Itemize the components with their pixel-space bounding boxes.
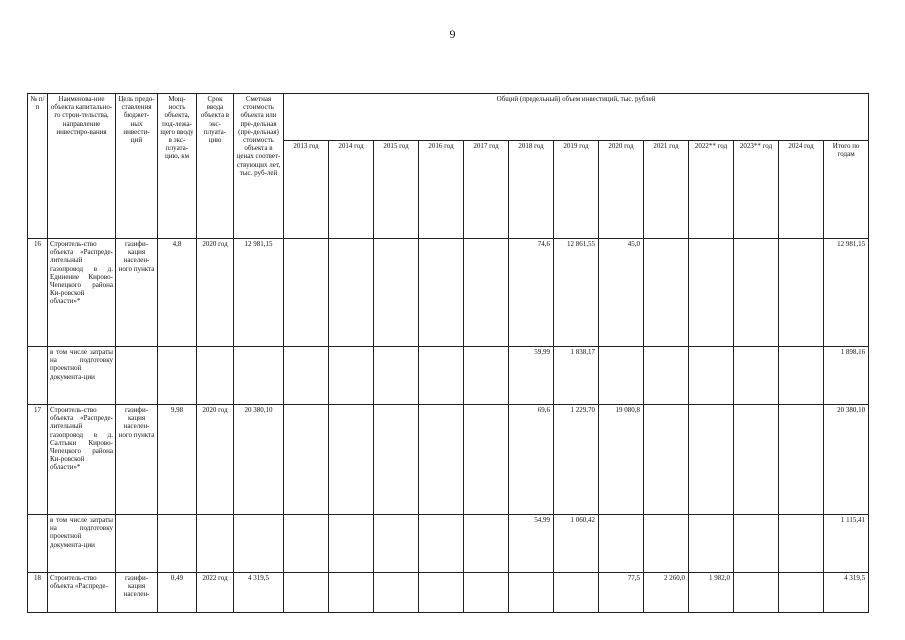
header-total-investment: Общий (предельный) объем инвестиций, тыс. рублей (284, 94, 869, 141)
header-year: 2021 год (644, 141, 689, 239)
row-total: 12 981,15 (824, 239, 869, 347)
year-value (419, 239, 464, 347)
year-value (329, 573, 374, 613)
year-value: 69,6 (509, 405, 554, 515)
year-value: 45,0 (599, 239, 644, 347)
year-value: 1 838,17 (554, 347, 599, 405)
year-value: 1 229,70 (554, 405, 599, 515)
row-number: 16 (28, 239, 48, 347)
year-value (419, 515, 464, 573)
header-year: 2014 год (329, 141, 374, 239)
investment-goal (116, 347, 158, 405)
year-value (419, 347, 464, 405)
year-value (779, 573, 824, 613)
table-row (28, 239, 869, 347)
header-year: 2017 год (464, 141, 509, 239)
year-value (464, 347, 509, 405)
header-year: 2022** год (689, 141, 734, 239)
row-number (28, 515, 48, 573)
investment-goal: газифи-кация населен-ного пункта (116, 239, 158, 347)
year-value (329, 239, 374, 347)
header-commission: Срок ввода объекта в экс-плуата-цию (197, 94, 234, 239)
header-goal: Цель предо-ставления бюджет-ных инвести-ций (116, 94, 158, 239)
header-year: 2023** год (734, 141, 779, 239)
header-year: 2015 год (374, 141, 419, 239)
year-value: 12 861,55 (554, 239, 599, 347)
year-value (284, 347, 329, 405)
header-year: 2024 год (779, 141, 824, 239)
year-value: 74,6 (509, 239, 554, 347)
commission-date: 2020 год (197, 405, 234, 515)
year-value: 2 260,0 (644, 573, 689, 613)
year-value (464, 405, 509, 515)
year-value (734, 239, 779, 347)
estimated-cost (234, 515, 284, 573)
year-value: 1 060,42 (554, 515, 599, 573)
capacity (158, 347, 197, 405)
row-number: 17 (28, 405, 48, 515)
year-value (329, 405, 374, 515)
capacity: 9,98 (158, 405, 197, 515)
header-capacity: Мощ-ность объекта, под-лежа-щего вводу в экс-плуата-цию, км (158, 94, 197, 239)
table-row (28, 405, 869, 515)
object-name: Строитель-ство объекта «Распреде-лительный газопровод в д. Единение Кирово-Чепецкого района Ки-ровской области»* (48, 239, 116, 347)
header-cost: Сметная стоимость объекта или пре-дельная (пре-дельная) стоимость объекта в ценах соответ-ствующих лет, тыс. руб-лей (234, 94, 284, 239)
row-number: 18 (28, 573, 48, 613)
estimated-cost (234, 347, 284, 405)
table-row (28, 515, 869, 573)
row-total: 1 898,16 (824, 347, 869, 405)
year-value (329, 347, 374, 405)
year-value: 1 982,0 (689, 573, 734, 613)
object-name: в том числе затраты на подготовку проектной документа-ции (48, 515, 116, 573)
year-value (734, 347, 779, 405)
year-value (689, 239, 734, 347)
capacity: 4,8 (158, 239, 197, 347)
year-value (779, 405, 824, 515)
year-value (374, 405, 419, 515)
row-number (28, 347, 48, 405)
year-value (284, 405, 329, 515)
header-name: Наименова-ние объекта капитально-го строи-тельства, направление инвестиро-вания (48, 94, 116, 239)
header-number: № п/п (28, 94, 48, 239)
year-value (734, 573, 779, 613)
year-value (644, 239, 689, 347)
row-total: 4 319,5 (824, 573, 869, 613)
year-value (419, 573, 464, 613)
year-value (734, 515, 779, 573)
header-year: 2020 год (599, 141, 644, 239)
header-year: 2013 год (284, 141, 329, 239)
investment-goal: газифи-кация населен-ного пункта (116, 405, 158, 515)
year-value (689, 347, 734, 405)
year-value (644, 347, 689, 405)
commission-date: 2020 год (197, 239, 234, 347)
row-total: 20 380,10 (824, 405, 869, 515)
year-value (644, 515, 689, 573)
year-value (554, 573, 599, 613)
header-year: 2016 год (419, 141, 464, 239)
capacity: 0,49 (158, 573, 197, 613)
year-value (464, 573, 509, 613)
year-value (374, 515, 419, 573)
investment-goal: газифи-кация населен- (116, 573, 158, 613)
year-value (644, 405, 689, 515)
table-row (28, 573, 869, 613)
year-value (374, 347, 419, 405)
year-value (284, 515, 329, 573)
investment-table (27, 93, 869, 613)
estimated-cost: 20 380,10 (234, 405, 284, 515)
estimated-cost: 4 319,5 (234, 573, 284, 613)
year-value (599, 515, 644, 573)
page-number: 9 (449, 27, 456, 41)
estimated-cost: 12 981,15 (234, 239, 284, 347)
commission-date (197, 347, 234, 405)
year-value: 59,99 (509, 347, 554, 405)
year-value (374, 239, 419, 347)
year-value (779, 239, 824, 347)
year-value: 77,5 (599, 573, 644, 613)
year-value (779, 515, 824, 573)
commission-date: 2022 год (197, 573, 234, 613)
year-value (329, 515, 374, 573)
year-value (284, 573, 329, 613)
table-row (28, 347, 869, 405)
object-name: Строитель-ство объекта «Распреде- (48, 573, 116, 613)
year-value (464, 239, 509, 347)
investment-goal (116, 515, 158, 573)
year-value (284, 239, 329, 347)
year-value (689, 405, 734, 515)
year-value (509, 573, 554, 613)
object-name: Строитель-ство объекта «Распреде-лительный газопровод в д. Салтыки Кирово-Чепецкого района Ки-ровской области»* (48, 405, 116, 515)
object-name: в том числе затраты на подготовку проектной документа-ции (48, 347, 116, 405)
year-value (464, 515, 509, 573)
year-value (734, 405, 779, 515)
capacity (158, 515, 197, 573)
year-value (689, 515, 734, 573)
commission-date (197, 515, 234, 573)
header-year: 2019 год (554, 141, 599, 239)
header-year: 2018 год (509, 141, 554, 239)
year-value: 19 080,8 (599, 405, 644, 515)
row-total: 1 115,41 (824, 515, 869, 573)
year-value (779, 347, 824, 405)
year-value (374, 573, 419, 613)
year-value (599, 347, 644, 405)
year-value (419, 405, 464, 515)
year-value: 54,99 (509, 515, 554, 573)
header-total-by-years: Итого по годам (824, 141, 869, 239)
